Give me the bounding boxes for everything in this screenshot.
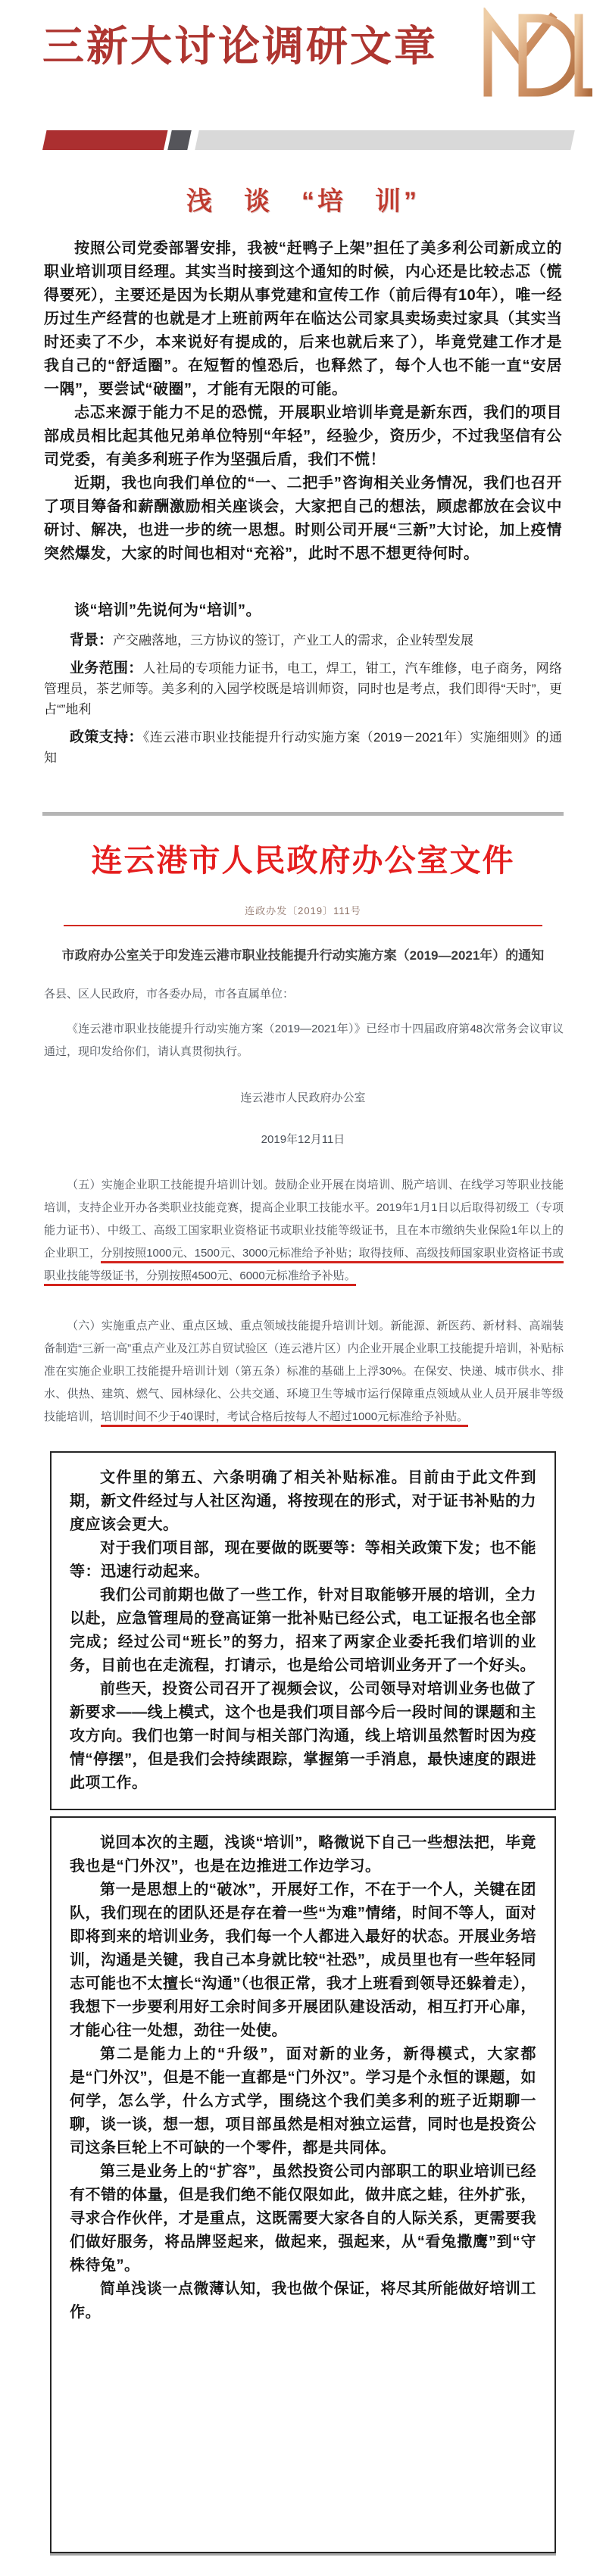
- clause-text: （六）实施重点产业、重点区域、重点领域技能提升培训计划。新能源、新医药、新材料、高端装备制造“三新一高”重点产业及江苏自贸试验区（连云港片区）内企业开展企业职工技能提升培训，补贴标准在实施企业职工技能提升培训计划（第五条）标准的基础上上浮30%。在保安、快递、城市供水、排水、供热、建筑、燃气、园林绿化、公共交通、环境卫生等城市运行保障重点领域从业人员开展非等级技能培训，: [44, 1319, 564, 1423]
- commentary-paragraph: 文件里的第五、六条明确了相关补贴标准。目前由于此文件到期，新文件经过与人社区沟通，将按现在的形式，对于证书补贴的力度应该会更大。: [70, 1469, 536, 1533]
- article-paragraph: 近期，我也向我们单位的“一、二把手”咨询相关业务情况，我们也召开了项目筹备和薪酬激励相关座谈会，大家把自己的想法，顾虑都放在会议中研讨、解决，也进一步的统一思想。时则公司开展“三新”大讨论，加上疫情突然爆发，大家的时间也相对“充裕”，此时不思不想更待何时。: [44, 475, 562, 562]
- clause-text: （五）实施企业职工技能提升培训计划。鼓励企业开展在岗培训、脱产培训、在线学习等职业技能培训，支持企业开办各类职业技能竞赛，提高企业职工技能水平。2019年1月1日以后取得初级工（专项能力证书）、中级工、高级工国家职业资格证书或职业技能等级证书，且在本市缴纳失业保险1年以上的企业职工，: [44, 1179, 564, 1260]
- info-line-scope: [44, 658, 562, 720]
- article-paragraph: 忐忑来源于能力不足的恐慌，开展职业培训毕竟是新东西，我们的项目部成员相比起其他兄弟单位特别“年轻”，经验少，资历少，不过我坚信有公司党委，有美多利班子作为坚强后盾，我们不慌！: [44, 404, 562, 468]
- info-line-background: [44, 630, 562, 651]
- doc-salutation: 各县、区人民政府，市各委办局，市各直属单位：: [44, 988, 295, 1001]
- commentary-box-2: [50, 1816, 556, 2553]
- doc-title: 市政府办公室关于印发连云港市职业技能提升行动实施方案（2019—2021年）的通知: [61, 948, 545, 963]
- bar-segment-dark: [167, 130, 192, 150]
- clause-underlined-text: 培训时间不少于40课时，考试合格后按每人不超过1000元标准给予补贴。: [101, 1410, 468, 1427]
- doc-clause-5: [44, 1174, 564, 1288]
- commentary-box-1: [50, 1451, 556, 1810]
- doc-clause-6: [44, 1315, 564, 1429]
- doc-date: 2019年12月11日: [261, 1133, 345, 1146]
- brand-monogram-icon: [479, 8, 592, 97]
- article-header: [0, 0, 606, 114]
- commentary-paragraph: 第三是业务上的“扩容”，虽然投资公司内部职工的职业培训已经有不错的体量，但是我们绝不能仅限如此，做井底之蛙，往外扩张，寻求合作伙伴，才是重点，这既需要大家各自的人际关系，更需要我们做好服务，将品牌竖起来，做起来，强起来，从“看兔撒鹰”到“守株待兔”。: [70, 2163, 536, 2274]
- commentary-paragraph: 说回本次的主题，浅谈“培训”，略微说下自己一些想法把，毕竟我也是“门外汉”，也是在边推进工作边学习。: [70, 1834, 536, 1875]
- commentary-paragraph: 简单浅谈一点微薄认知，我也做个保证，将尽其所能做好培训工作。: [70, 2281, 536, 2321]
- bar-segment-red: [42, 130, 168, 150]
- info-text: 《连云港市职业技能提升行动实施方案（2019－2021年）实施细则》的通知: [44, 730, 562, 765]
- doc-masthead: 连云港市人民政府办公室文件: [91, 842, 515, 879]
- bar-segment-light: [195, 130, 575, 150]
- article-paragraph: 按照公司党委部署安排，我被“赶鸭子上架”担任了美多利公司新成立的职业培训项目经理。其实当时接到这个通知的时候，内心还是比较忐忑（慌得要死），主要还是因为长期从事党建和宣传工作（前后得有10年），唯一经历过生产经营的也就是才上班前两年在临达公司家具卖场卖过家具（其实当时还卖了不少，本来说好有提成的，后来也就后来了），毕竟党建工作才是我自己的“舒适圈”。在短暂的惶恐后，也释然了，每个人也不能一直“安居一隅”，要尝试“破圈”，才能有无限的可能。: [44, 240, 562, 398]
- clause-underlined-text: 分别按照1000元、1500元、3000元标准给予补贴；取得技师、高级技师国家职业资格证书或职业技能等级证书，分别按照4500元、6000元标准给予补贴。: [44, 1247, 564, 1286]
- government-document: [0, 812, 606, 1429]
- info-label: 政策支持：: [70, 729, 143, 745]
- doc-signature: 连云港市人民政府办公室: [240, 1091, 366, 1104]
- info-line-policy: [44, 727, 562, 768]
- commentary-paragraph: 对于我们项目部，现在要做的既要等：等相关政策下发；也不能等：迅速行动起来。: [70, 1540, 536, 1580]
- commentary-paragraph: 我们公司前期也做了一些工作，针对目取能够开展的培训，全力以赴，应急管理局的登高证第一批补贴已经公式，电工证报名也全部完成；经过公司“班长”的努力，招来了两家企业委托我们培训的业务，目前也在走流程，打请示，也是给公司培训业务开了一个好头。: [70, 1587, 536, 1674]
- decorative-bar: [42, 130, 573, 150]
- doc-number: 连政办发〔2019〕111号: [245, 905, 361, 916]
- article-body: [0, 237, 606, 768]
- info-text: 人社局的专项能力证书，电工，焊工，钳工，汽车维修，电子商务，网络管理员，茶艺师等。美多利的入园学校既是培训师资，同时也是考点，我们即得“天时”，更占“”地利: [44, 661, 562, 717]
- doc-body-paragraph: 《连云港市职业技能提升行动实施方案（2019—2021年）》已经市十四届政府第48次常务会议审议通过，现印发给你们，请认真贯彻执行。: [44, 1023, 564, 1058]
- info-text: 产交融落地，三方协议的签订，产业工人的需求，企业转型发展: [113, 633, 474, 648]
- info-label: 业务范围：: [70, 660, 143, 676]
- info-label: 背景：: [70, 632, 114, 648]
- commentary-paragraph: 第一是思想上的“破冰”，开展好工作，不在于一个人，关键在团队，我们现在的团队还是存在着一些“为难”情绪，时间不等人，面对即将到来的培训业务，我们每一个人都进入最好的状态。开展业务培训，沟通是关键，我自己本身就比较“社恐”，成员里也有一些年轻同志可能也不太擅长“沟通”（也很正常，我才上班看到领导还躲着走），我想下一步要利用好工余时间多开展团队建设活动，相互打开心扉，才能心往一处想，劲往一处使。: [70, 1881, 536, 2039]
- section-heading: 谈“培训”先说何为“培训”。: [74, 602, 261, 619]
- article-title: 浅 谈 “培 训”: [186, 187, 420, 216]
- red-divider: [64, 925, 542, 926]
- commentary-paragraph: 前些天，投资公司召开了视频会议，公司领导对培训业务也做了新要求——线上模式，这个也是我们项目部今后一段时间的课题和主攻方向。我们也第一时间与相关部门沟通，线上培训虽然暂时因为疫情“停摆”，但是我们会持续跟踪，掌握第一手消息，最快速度的跟进此项工作。: [70, 1681, 536, 1791]
- commentary-paragraph: 第二是能力上的“升级”，面对新的业务，新得模式，大家都是“门外汉”，但是不能一直都是“门外汉”。学习是个永恒的课题，如何学，怎么学，什么方式学，围绕这个我们美多利的班子近期聊一聊，谈一谈，想一想，项目部虽然是相对独立运营，同时也是投资公司这条巨轮上不可缺的一个零件，都是共同体。: [70, 2046, 536, 2156]
- gray-divider: [42, 812, 564, 816]
- header-title: 三新大讨论调研文章: [42, 23, 439, 70]
